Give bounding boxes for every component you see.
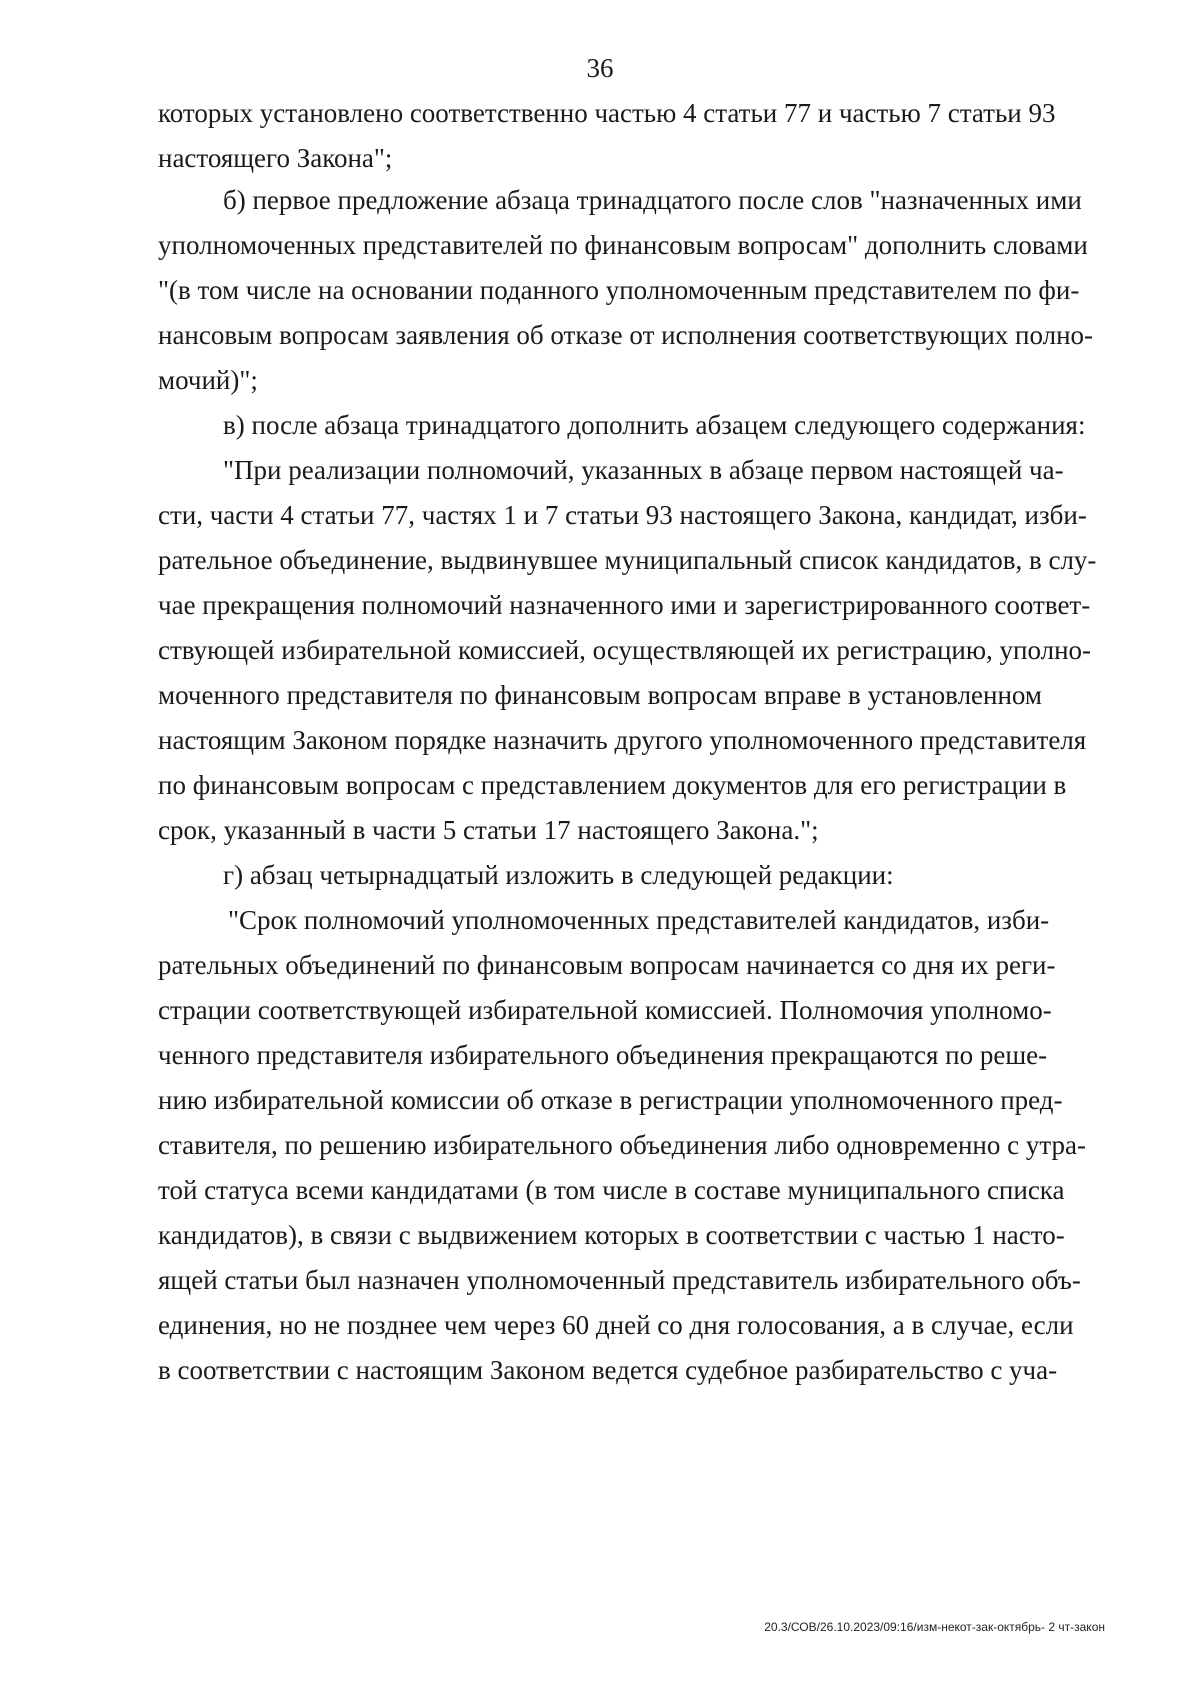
text-line: рательное объединение, выдвинувшее муниципальный список кандидатов, в слу-: [158, 545, 1097, 575]
text-line: настоящим Законом порядке назначить другого уполномоченного представителя: [158, 725, 1087, 755]
text-line: нансовым вопросам заявления об отказе от исполнения соответствующих полно-: [158, 320, 1094, 350]
text-line: ствующей избирательной комиссией, осуществляющей их регистрацию, уполно-: [158, 635, 1092, 665]
text-line: моченного представителя по финансовым вопросам вправе в установленном: [158, 680, 1042, 710]
text-line: единения, но не позднее чем через 60 дней со дня голосования, а в случае, если: [158, 1310, 1074, 1340]
text-line: "При реализации полномочий, указанных в абзаце первом настоящей ча-: [223, 455, 1064, 485]
text-line: г) абзац четырнадцатый изложить в следующей редакции:: [223, 860, 894, 890]
text-line: той статуса всеми кандидатами (в том числе в составе муниципального списка: [158, 1175, 1065, 1205]
text-line: "(в том числе на основании поданного уполномоченным представителем по фи-: [158, 275, 1080, 305]
text-line: нию избирательной комиссии об отказе в регистрации уполномоченного пред-: [158, 1085, 1063, 1115]
text-line: ченного представителя избирательного объединения прекращаются по реше-: [158, 1040, 1048, 1070]
text-line: кандидатов), в связи с выдвижением которых в соответствии с частью 1 насто-: [158, 1220, 1065, 1250]
text-line: чае прекращения полномочий назначенного ими и зарегистрированного соответ-: [158, 590, 1091, 620]
text-line: срок, указанный в части 5 статьи 17 настоящего Закона.";: [158, 815, 819, 845]
text-line: б) первое предложение абзаца тринадцатого после слов "назначенных ими: [223, 185, 1082, 215]
text-line: рательных объединений по финансовым вопросам начинается со дня их реги-: [158, 950, 1056, 980]
text-line: в соответствии с настоящим Законом ведется судебное разбирательство с уча-: [158, 1355, 1058, 1385]
text-line: "Срок полномочий уполномоченных представителей кандидатов, изби-: [228, 905, 1050, 935]
text-line: мочий)";: [158, 365, 258, 395]
text-line: страции соответствующей избирательной комиссией. Полномочия уполномо-: [158, 995, 1052, 1025]
text-line: по финансовым вопросам с представлением документов для его регистрации в: [158, 770, 1067, 800]
text-line: уполномоченных представителей по финансовым вопросам" дополнить словами: [158, 230, 1088, 260]
text-line: сти, части 4 статьи 77, частях 1 и 7 статьи 93 настоящего Закона, кандидат, изби-: [158, 500, 1087, 530]
text-line: настоящего Закона";: [158, 143, 393, 173]
text-line: которых установлено соответственно частью 4 статьи 77 и частью 7 статьи 93: [158, 98, 1056, 128]
text-line: ящей статьи был назначен уполномоченный представитель избирательного объ-: [158, 1265, 1081, 1295]
document-footer: 20.3/СОВ/26.10.2023/09:16/изм-некот-зак-октябрь- 2 чт-закон: [764, 1620, 1105, 1634]
text-line: ставителя, по решению избирательного объединения либо одновременно с утра-: [158, 1130, 1086, 1160]
page-number: 36: [586, 53, 614, 83]
text-line: в) после абзаца тринадцатого дополнить абзацем следующего содержания:: [223, 410, 1086, 440]
